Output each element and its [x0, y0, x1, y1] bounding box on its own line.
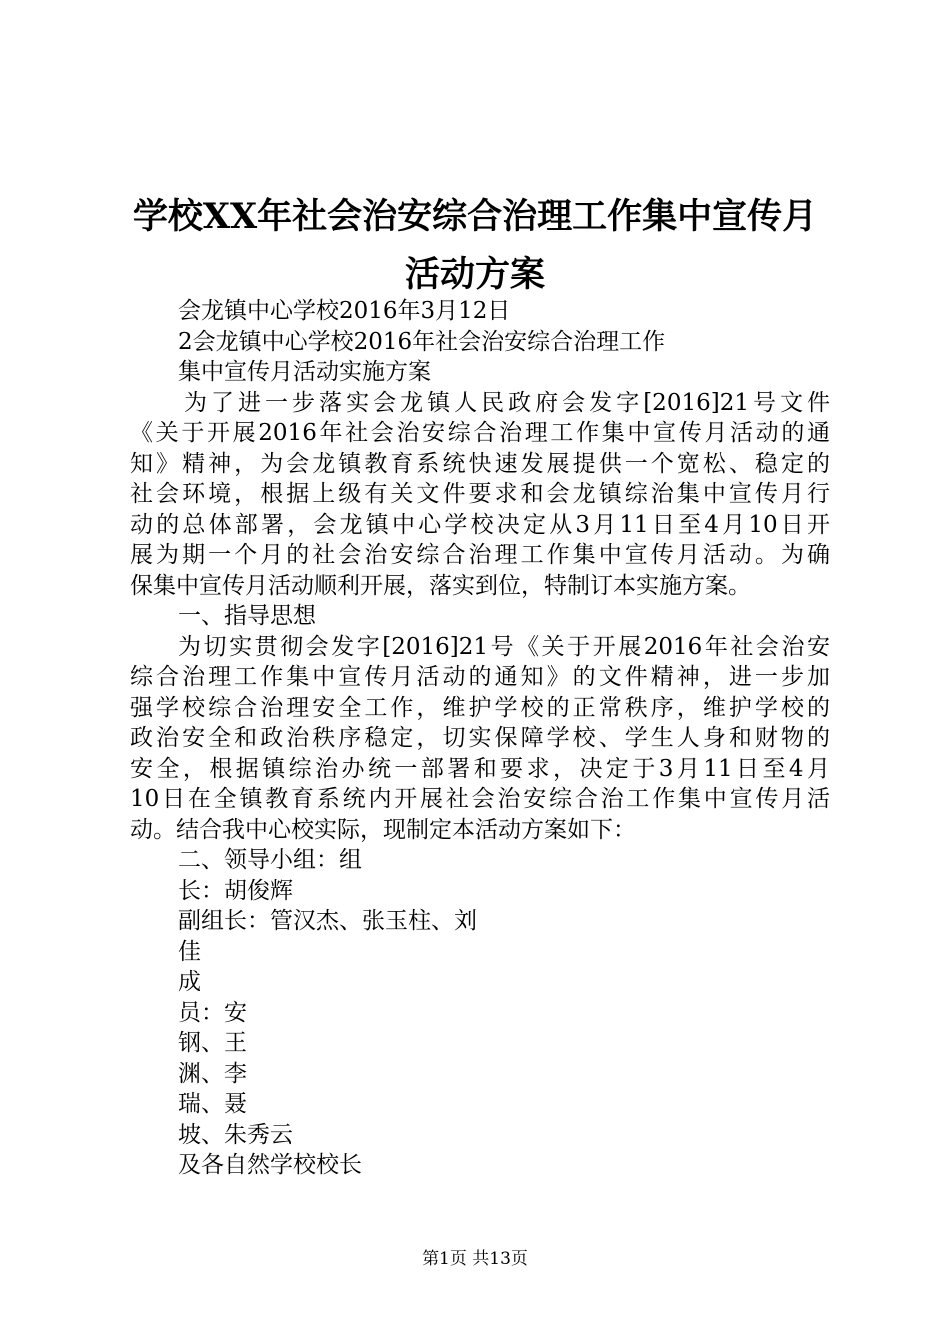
paragraph-line: 为了进一步落实会龙镇人民政府会发字[2016]21号文件	[184, 389, 830, 416]
paragraph-line: 长：胡俊辉	[178, 877, 293, 904]
paragraph-line: 钢、王	[178, 1030, 247, 1056]
paragraph-line: 为切实贯彻会发字[2016]21号《关于开展2016年社会治安	[178, 633, 830, 660]
paragraph-line: 坡、朱秀云	[178, 1121, 293, 1148]
paragraph-line: 动的总体部署，会龙镇中心学校决定从3月11日至4月10日开	[130, 511, 830, 538]
paragraph-line: 会龙镇中心学校2016年3月12日	[178, 298, 511, 324]
section-heading: 一、指导思想	[178, 603, 316, 629]
paragraph-line: 员：安	[178, 999, 247, 1026]
paragraph-line: 《关于开展2016年社会治安综合治理工作集中宣传月活动的通	[130, 420, 830, 446]
paragraph-line: 保集中宣传月活动顺利开展，落实到位，特制订本实施方案。	[130, 572, 751, 599]
paragraph-line: 10日在全镇教育系统内开展社会治安综合治工作集中宣传月活	[130, 786, 830, 812]
section-heading: 二、领导小组：组	[178, 847, 362, 873]
paragraph-line: 综合治理工作集中宣传月活动的通知》的文件精神，进一步加	[130, 664, 830, 690]
paragraph-line: 社会环境，根据上级有关文件要求和会龙镇综治集中宣传月行	[130, 481, 830, 507]
paragraph-line: 安全，根据镇综治办统一部署和要求，决定于3月11日至4月	[130, 755, 830, 782]
paragraph-line: 知》精神，为会龙镇教育系统快速发展提供一个宽松、稳定的	[130, 450, 830, 477]
document-body	[130, 296, 830, 1181]
paragraph-line: 展为期一个月的社会治安综合治理工作集中宣传月活动。为确	[130, 542, 830, 568]
paragraph-line: 瑞、聂	[178, 1091, 247, 1117]
document-title-line-1: 学校XX年社会治安综合治理工作集中宣传月	[132, 196, 818, 237]
paragraph-line: 动。结合我中心校实际，现制定本活动方案如下：	[130, 816, 636, 843]
paragraph-line: 集中宣传月活动实施方案	[178, 359, 431, 385]
paragraph-line: 成	[178, 969, 201, 995]
paragraph-line: 及各自然学校校长	[178, 1152, 362, 1178]
page-footer: 第1页 共13页	[422, 1249, 528, 1269]
paragraph-line: 渊、李	[178, 1060, 247, 1087]
paragraph-line: 副组长：管汉杰、张玉柱、刘	[178, 908, 477, 934]
document-title-line-2: 活动方案	[404, 254, 545, 295]
paragraph-line: 政治安全和政治秩序稳定，切实保障学校、学生人身和财物的	[130, 725, 830, 751]
paragraph-line: 2会龙镇中心学校2016年社会治安综合治理工作	[178, 328, 666, 355]
paragraph-line: 强学校综合治理安全工作，维护学校的正常秩序，维护学校的	[130, 694, 830, 721]
paragraph-line: 佳	[178, 938, 201, 965]
